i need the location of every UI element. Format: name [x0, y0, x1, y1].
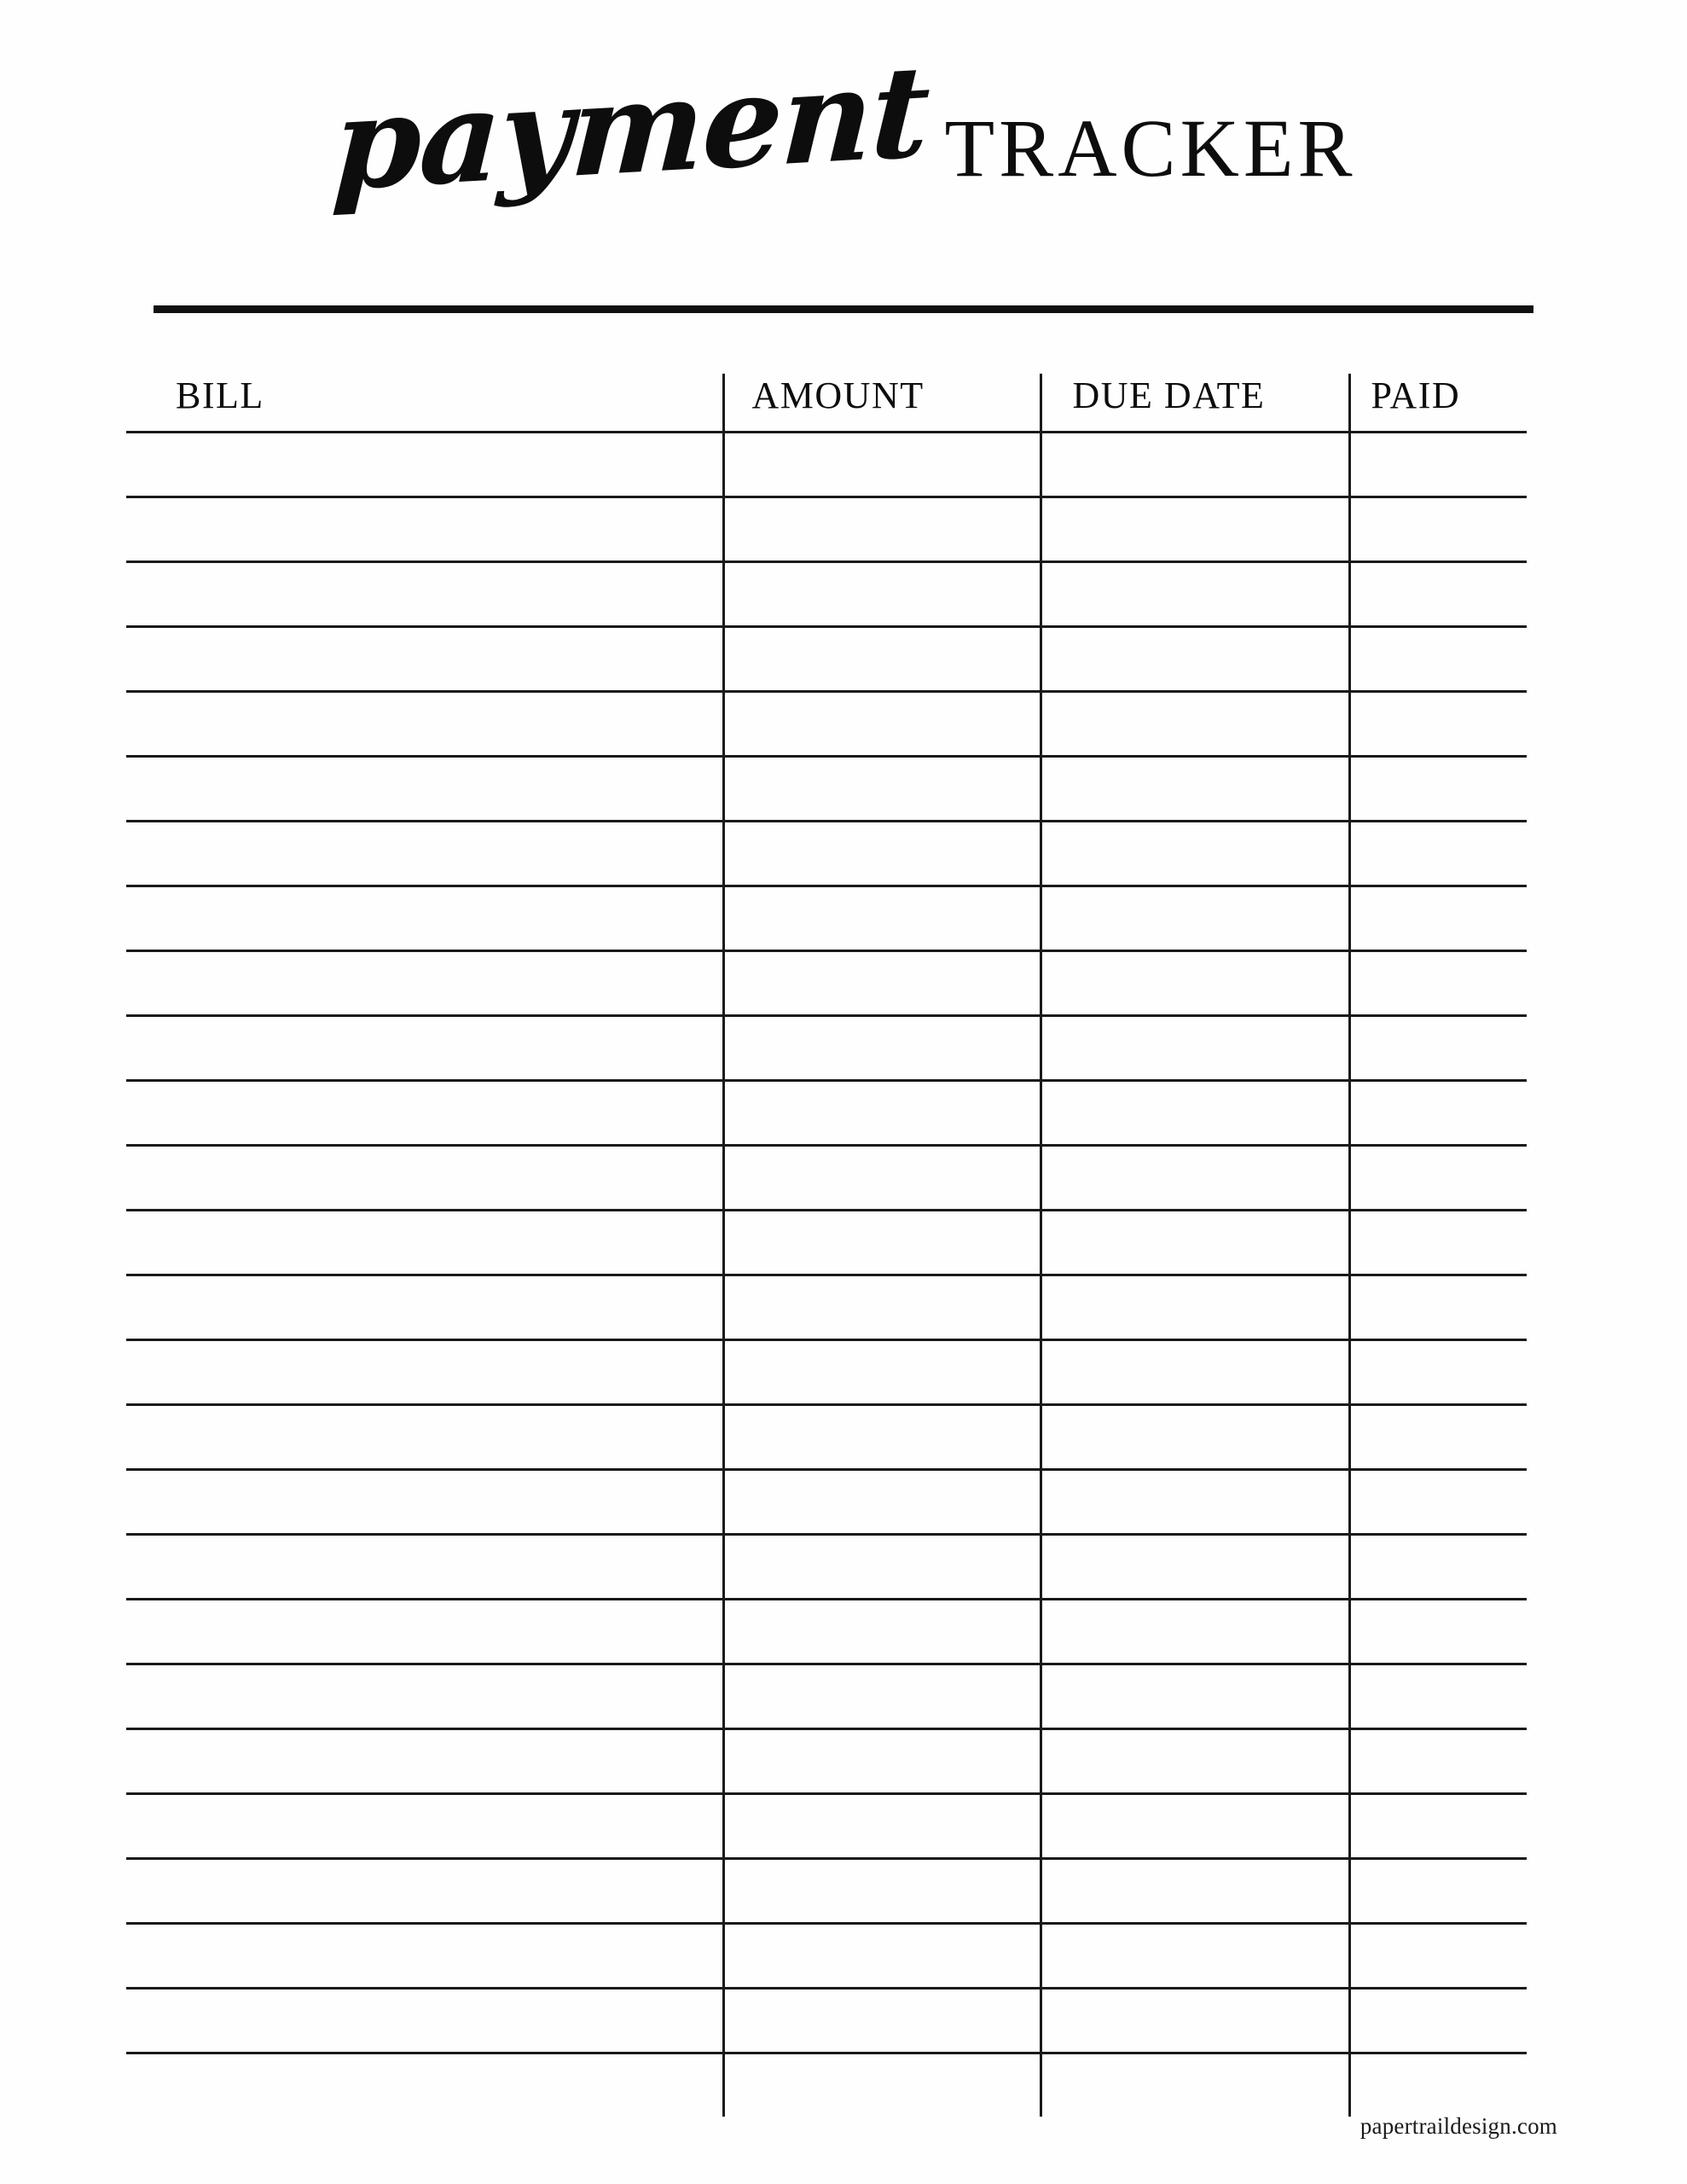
cell-due-date[interactable]	[1041, 1600, 1349, 1664]
cell-paid[interactable]	[1349, 1146, 1527, 1211]
cell-due-date[interactable]	[1041, 757, 1349, 822]
cell-paid[interactable]	[1349, 886, 1527, 951]
tracker-table-wrapper	[126, 374, 1527, 2117]
footer-credit: papertraildesign.com	[1359, 2113, 1557, 2139]
cell-bill[interactable]	[126, 1989, 723, 2053]
cell-due-date[interactable]	[1041, 1211, 1349, 1275]
cell-paid[interactable]	[1349, 1794, 1527, 1859]
column-header-amount: AMOUNT	[723, 374, 1041, 433]
cell-bill[interactable]	[126, 1146, 723, 1211]
cell-bill[interactable]	[126, 1340, 723, 1405]
cell-bill[interactable]	[126, 1924, 723, 1989]
column-header-bill: BILL	[126, 374, 723, 433]
table-header-row	[126, 374, 1527, 433]
table-row[interactable]	[126, 1340, 1527, 1405]
cell-bill[interactable]	[126, 2053, 723, 2117]
cell-due-date[interactable]	[1041, 1729, 1349, 1794]
cell-bill[interactable]	[126, 1211, 723, 1275]
cell-bill[interactable]	[126, 562, 723, 627]
cell-amount[interactable]	[723, 1859, 1041, 1924]
cell-bill[interactable]	[126, 886, 723, 951]
cell-paid[interactable]	[1349, 1275, 1527, 1340]
table-row[interactable]	[126, 822, 1527, 886]
cell-amount[interactable]	[723, 1989, 1041, 2053]
table-row[interactable]	[126, 951, 1527, 1016]
column-header-due-date: DUE DATE	[1041, 374, 1349, 433]
table-header	[126, 374, 1527, 433]
cell-paid[interactable]	[1349, 433, 1527, 497]
cell-paid[interactable]	[1349, 1600, 1527, 1664]
table-body	[126, 433, 1527, 2117]
cell-due-date[interactable]	[1041, 1146, 1349, 1211]
table-row[interactable]	[126, 1729, 1527, 1794]
cell-bill[interactable]	[126, 1405, 723, 1470]
table-row[interactable]	[126, 886, 1527, 951]
cell-due-date[interactable]	[1041, 1275, 1349, 1340]
cell-due-date[interactable]	[1041, 1016, 1349, 1081]
cell-amount[interactable]	[723, 757, 1041, 822]
cell-due-date[interactable]	[1041, 562, 1349, 627]
cell-amount[interactable]	[723, 1535, 1041, 1600]
cell-bill[interactable]	[126, 1600, 723, 1664]
table-row[interactable]	[126, 1470, 1527, 1535]
cell-amount[interactable]	[723, 433, 1041, 497]
cell-amount[interactable]	[723, 1146, 1041, 1211]
cell-bill[interactable]	[126, 1081, 723, 1146]
cell-amount[interactable]	[723, 497, 1041, 562]
cell-paid[interactable]	[1349, 1470, 1527, 1535]
cell-amount[interactable]	[723, 562, 1041, 627]
cell-amount[interactable]	[723, 1405, 1041, 1470]
cell-paid[interactable]	[1349, 692, 1527, 757]
cell-amount[interactable]	[723, 1470, 1041, 1535]
cell-paid[interactable]	[1349, 1211, 1527, 1275]
table-row[interactable]	[126, 757, 1527, 822]
cell-amount[interactable]	[723, 1729, 1041, 1794]
cell-amount[interactable]	[723, 1211, 1041, 1275]
cell-amount[interactable]	[723, 2053, 1041, 2117]
cell-paid[interactable]	[1349, 1535, 1527, 1600]
cell-due-date[interactable]	[1041, 1989, 1349, 2053]
cell-due-date[interactable]	[1041, 433, 1349, 497]
cell-bill[interactable]	[126, 433, 723, 497]
cell-amount[interactable]	[723, 951, 1041, 1016]
cell-bill[interactable]	[126, 757, 723, 822]
table-row[interactable]	[126, 2053, 1527, 2117]
cell-amount[interactable]	[723, 1016, 1041, 1081]
payment-tracker-table	[126, 374, 1527, 2117]
cell-amount[interactable]	[723, 627, 1041, 692]
cell-due-date[interactable]	[1041, 822, 1349, 886]
cell-amount[interactable]	[723, 1664, 1041, 1729]
table-row[interactable]	[126, 1146, 1527, 1211]
cell-bill[interactable]	[126, 951, 723, 1016]
title-divider	[154, 305, 1533, 313]
table-row[interactable]	[126, 1664, 1527, 1729]
cell-bill[interactable]	[126, 1664, 723, 1729]
cell-amount[interactable]	[723, 1794, 1041, 1859]
cell-bill[interactable]	[126, 497, 723, 562]
cell-paid[interactable]	[1349, 562, 1527, 627]
cell-paid[interactable]	[1349, 1859, 1527, 1924]
cell-paid[interactable]	[1349, 627, 1527, 692]
cell-due-date[interactable]	[1041, 1859, 1349, 1924]
cell-due-date[interactable]	[1041, 2053, 1349, 2117]
cell-bill[interactable]	[126, 1794, 723, 1859]
table-row[interactable]	[126, 562, 1527, 627]
cell-amount[interactable]	[723, 1600, 1041, 1664]
cell-paid[interactable]	[1349, 1729, 1527, 1794]
cell-due-date[interactable]	[1041, 1081, 1349, 1146]
table-row[interactable]	[126, 1275, 1527, 1340]
table-row[interactable]	[126, 1535, 1527, 1600]
cell-paid[interactable]	[1349, 1664, 1527, 1729]
cell-amount[interactable]	[723, 692, 1041, 757]
cell-amount[interactable]	[723, 1081, 1041, 1146]
cell-bill[interactable]	[126, 627, 723, 692]
cell-paid[interactable]	[1349, 1924, 1527, 1989]
title-script-word: payment	[330, 36, 932, 219]
table-row[interactable]	[126, 1016, 1527, 1081]
table-row[interactable]	[126, 433, 1527, 497]
table-row[interactable]	[126, 1211, 1527, 1275]
cell-paid[interactable]	[1349, 497, 1527, 562]
table-row[interactable]	[126, 692, 1527, 757]
cell-bill[interactable]	[126, 692, 723, 757]
cell-amount[interactable]	[723, 1340, 1041, 1405]
cell-paid[interactable]	[1349, 757, 1527, 822]
cell-bill[interactable]	[126, 1016, 723, 1081]
cell-due-date[interactable]	[1041, 1470, 1349, 1535]
cell-bill[interactable]	[126, 1470, 723, 1535]
cell-paid[interactable]	[1349, 1340, 1527, 1405]
cell-due-date[interactable]	[1041, 627, 1349, 692]
cell-due-date[interactable]	[1041, 1794, 1349, 1859]
cell-amount[interactable]	[723, 1275, 1041, 1340]
cell-due-date[interactable]	[1041, 692, 1349, 757]
cell-amount[interactable]	[723, 822, 1041, 886]
cell-due-date[interactable]	[1041, 1535, 1349, 1600]
table-row[interactable]	[126, 1081, 1527, 1146]
cell-amount[interactable]	[723, 886, 1041, 951]
table-row[interactable]	[126, 627, 1527, 692]
cell-bill[interactable]	[126, 1859, 723, 1924]
table-row[interactable]	[126, 1794, 1527, 1859]
table-row[interactable]	[126, 1600, 1527, 1664]
cell-due-date[interactable]	[1041, 1664, 1349, 1729]
cell-due-date[interactable]	[1041, 1924, 1349, 1989]
cell-bill[interactable]	[126, 1535, 723, 1600]
cell-due-date[interactable]	[1041, 951, 1349, 1016]
table-row[interactable]	[126, 1405, 1527, 1470]
cell-paid[interactable]	[1349, 2053, 1527, 2117]
cell-due-date[interactable]	[1041, 1340, 1349, 1405]
cell-paid[interactable]	[1349, 1989, 1527, 2053]
cell-paid[interactable]	[1349, 822, 1527, 886]
cell-due-date[interactable]	[1041, 497, 1349, 562]
cell-paid[interactable]	[1349, 1405, 1527, 1470]
cell-bill[interactable]	[126, 822, 723, 886]
column-header-paid: PAID	[1349, 374, 1527, 433]
title-row	[0, 36, 1687, 219]
cell-paid[interactable]	[1349, 1016, 1527, 1081]
title-serif-word: TRACKER	[944, 102, 1357, 194]
cell-bill[interactable]	[126, 1275, 723, 1340]
cell-due-date[interactable]	[1041, 1405, 1349, 1470]
table-row[interactable]	[126, 1989, 1527, 2053]
cell-amount[interactable]	[723, 1924, 1041, 1989]
cell-due-date[interactable]	[1041, 886, 1349, 951]
table-row[interactable]	[126, 497, 1527, 562]
table-row[interactable]	[126, 1924, 1527, 1989]
cell-paid[interactable]	[1349, 1081, 1527, 1146]
table-row[interactable]	[126, 1859, 1527, 1924]
cell-bill[interactable]	[126, 1729, 723, 1794]
page-title	[0, 36, 1687, 220]
cell-paid[interactable]	[1349, 951, 1527, 1016]
